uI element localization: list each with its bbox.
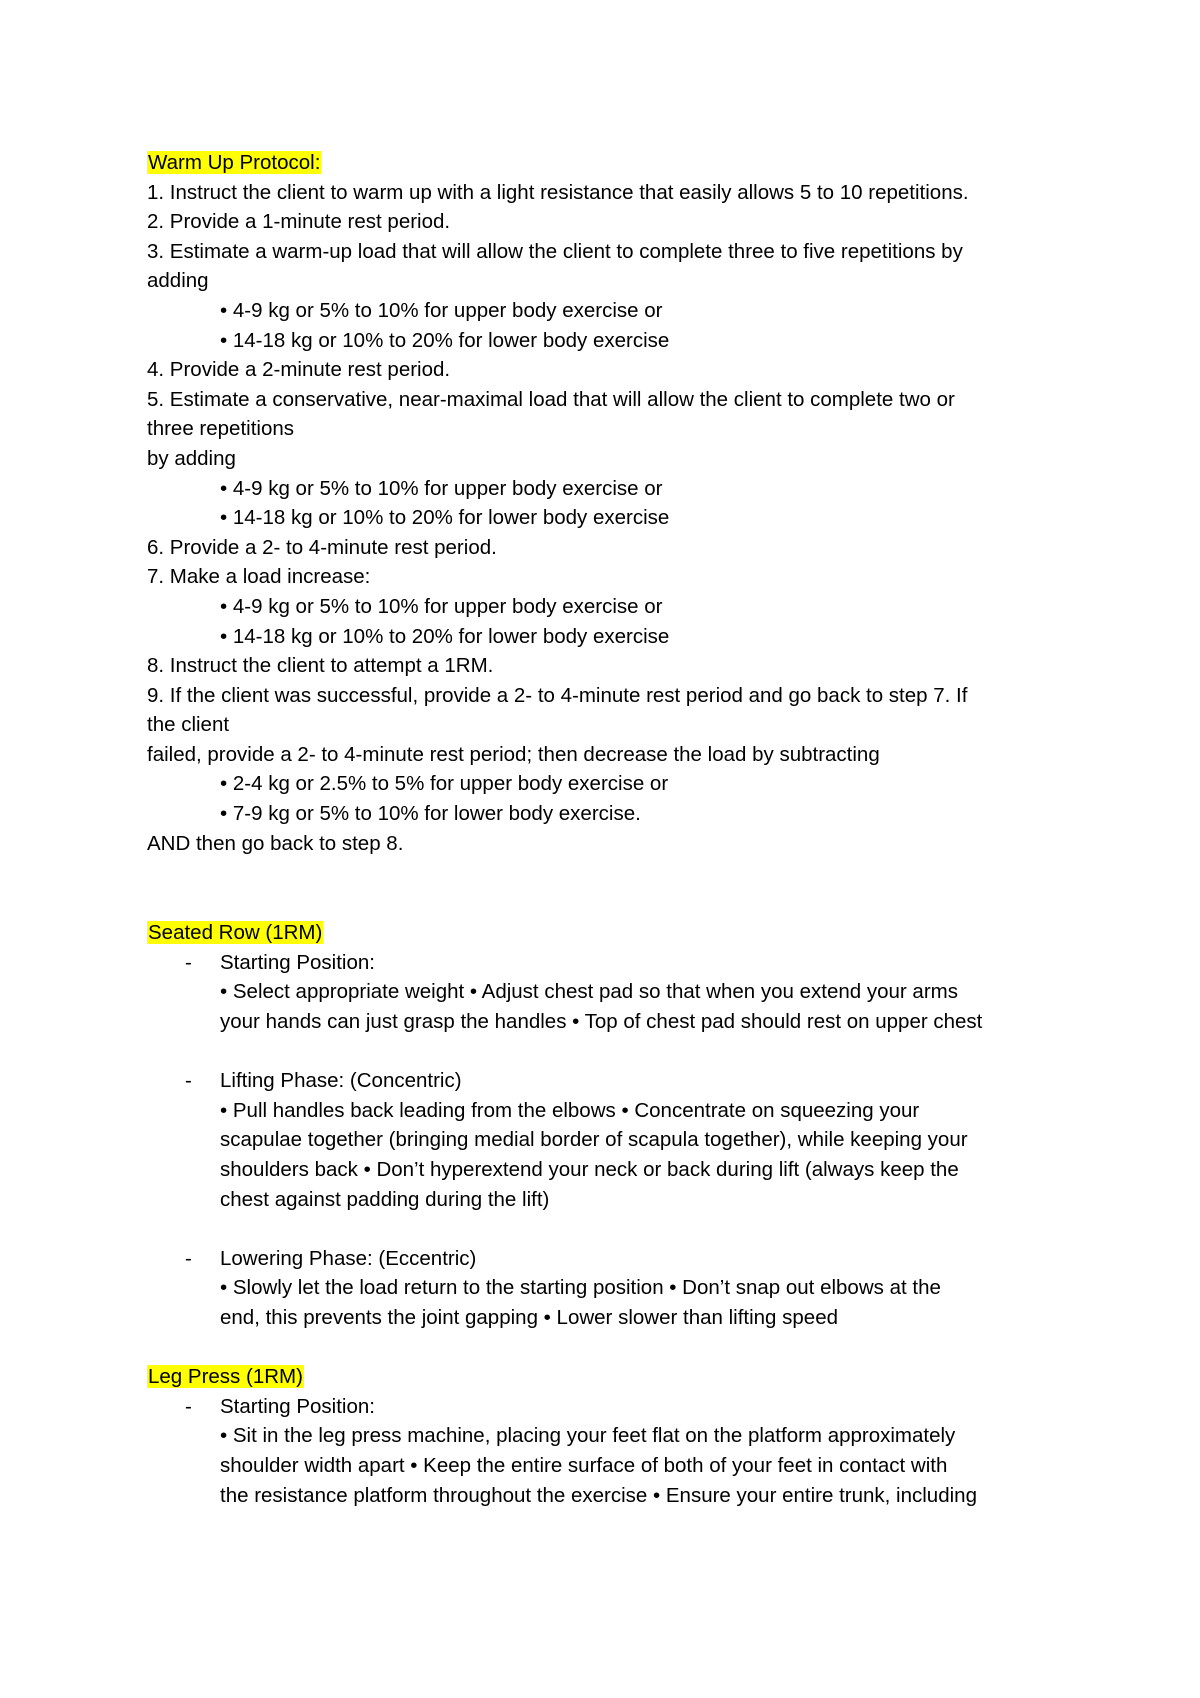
- seated-row-lifting-text: scapulae together (bringing medial border of scapula together), while keeping your: [220, 1128, 968, 1152]
- warmup-heading-line: [147, 148, 1067, 178]
- warmup-bullet: • 7-9 kg or 5% to 10% for lower body exercise.: [220, 802, 641, 826]
- leg-press-starting-text: shoulder width apart • Keep the entire surface of both of your feet in contact with: [220, 1453, 948, 1477]
- warmup-bullet: • 14-18 kg or 10% to 20% for lower body exercise: [220, 624, 670, 648]
- seated-row-starting-text: • Select appropriate weight • Adjust chest pad so that when you extend your arms: [220, 980, 958, 1004]
- list-dash: -: [185, 950, 192, 974]
- warmup-line: the client: [147, 713, 230, 737]
- seated-row-lowering-item: [147, 1244, 1067, 1333]
- warmup-line: 9. If the client was successful, provide a 2- to 4-minute rest period and go back to step 7. If: [147, 683, 968, 707]
- warmup-bullet: • 4-9 kg or 5% to 10% for upper body exercise or: [220, 298, 663, 322]
- document-content: [147, 148, 1067, 1510]
- item-spacer: [147, 1214, 1067, 1244]
- leg-press-heading: Leg Press (1RM): [148, 1365, 303, 1389]
- warmup-line: 5. Estimate a conservative, near-maximal load that will allow the client to complete two or: [147, 387, 955, 411]
- warmup-bullet: • 4-9 kg or 5% to 10% for upper body exercise or: [220, 476, 663, 500]
- warmup-line: adding: [147, 269, 209, 293]
- seated-row-starting-text: your hands can just grasp the handles • Top of chest pad should rest on upper chest: [220, 1010, 983, 1034]
- list-dash: -: [185, 1246, 192, 1270]
- seated-row-lowering-label: Lowering Phase: (Eccentric): [220, 1246, 477, 1270]
- leg-press-heading-line: [147, 1362, 1067, 1392]
- warmup-line: 6. Provide a 2- to 4-minute rest period.: [147, 535, 497, 559]
- leg-press-starting-label: Starting Position:: [220, 1394, 375, 1418]
- leg-press-starting-text: the resistance platform throughout the exercise • Ensure your entire trunk, including: [220, 1483, 977, 1507]
- list-dash: -: [185, 1394, 192, 1418]
- seated-row-heading-line: [147, 918, 1067, 948]
- warmup-bullet: • 4-9 kg or 5% to 10% for upper body exercise or: [220, 594, 663, 618]
- section-spacer: [147, 858, 1067, 918]
- warmup-line: by adding: [147, 446, 236, 470]
- warmup-bullet: • 2-4 kg or 2.5% to 5% for upper body exercise or: [220, 772, 669, 796]
- warmup-line: three repetitions: [147, 417, 295, 441]
- warmup-bullet: • 14-18 kg or 10% to 20% for lower body exercise: [220, 328, 670, 352]
- seated-row-heading: Seated Row (1RM): [148, 921, 323, 945]
- seated-row-starting-label: Starting Position:: [220, 950, 375, 974]
- leg-press-starting-text: • Sit in the leg press machine, placing your feet flat on the platform approximately: [220, 1424, 956, 1448]
- warmup-line: 3. Estimate a warm-up load that will allow the client to complete three to five repetitions by: [147, 239, 963, 263]
- seated-row-lowering-text: • Slowly let the load return to the starting position • Don’t snap out elbows at the: [220, 1276, 941, 1300]
- leg-press-starting-item: [147, 1392, 1067, 1510]
- warmup-heading: Warm Up Protocol:: [148, 151, 321, 174]
- warmup-line: 4. Provide a 2-minute rest period.: [147, 358, 451, 382]
- warmup-line: failed, provide a 2- to 4-minute rest period; then decrease the load by subtracting: [147, 742, 880, 766]
- seated-row-lifting-text: • Pull handles back leading from the elbows • Concentrate on squeezing your: [220, 1098, 920, 1122]
- warmup-bullet: • 14-18 kg or 10% to 20% for lower body exercise: [220, 506, 670, 530]
- list-dash: -: [185, 1069, 192, 1093]
- seated-row-lifting-label: Lifting Phase: (Concentric): [220, 1069, 462, 1093]
- seated-row-starting-item: [147, 948, 1067, 1037]
- warmup-line: 8. Instruct the client to attempt a 1RM.: [147, 654, 494, 678]
- seated-row-lifting-item: [147, 1066, 1067, 1214]
- warmup-line: 1. Instruct the client to warm up with a light resistance that easily allows 5 to 10 repetitions.: [147, 180, 969, 204]
- seated-row-lifting-text: shoulders back • Don’t hyperextend your neck or back during lift (always keep the: [220, 1158, 959, 1181]
- seated-row-lifting-text: chest against padding during the lift): [220, 1187, 550, 1211]
- warmup-steps: [147, 178, 1067, 859]
- seated-row-lowering-text: end, this prevents the joint gapping • Lower slower than lifting speed: [220, 1305, 839, 1329]
- item-spacer: [147, 1037, 1067, 1067]
- warmup-line: AND then go back to step 8.: [147, 831, 404, 855]
- warmup-line: 2. Provide a 1-minute rest period.: [147, 210, 451, 234]
- section-spacer: [147, 1333, 1067, 1363]
- warmup-line: 7. Make a load increase:: [147, 565, 371, 589]
